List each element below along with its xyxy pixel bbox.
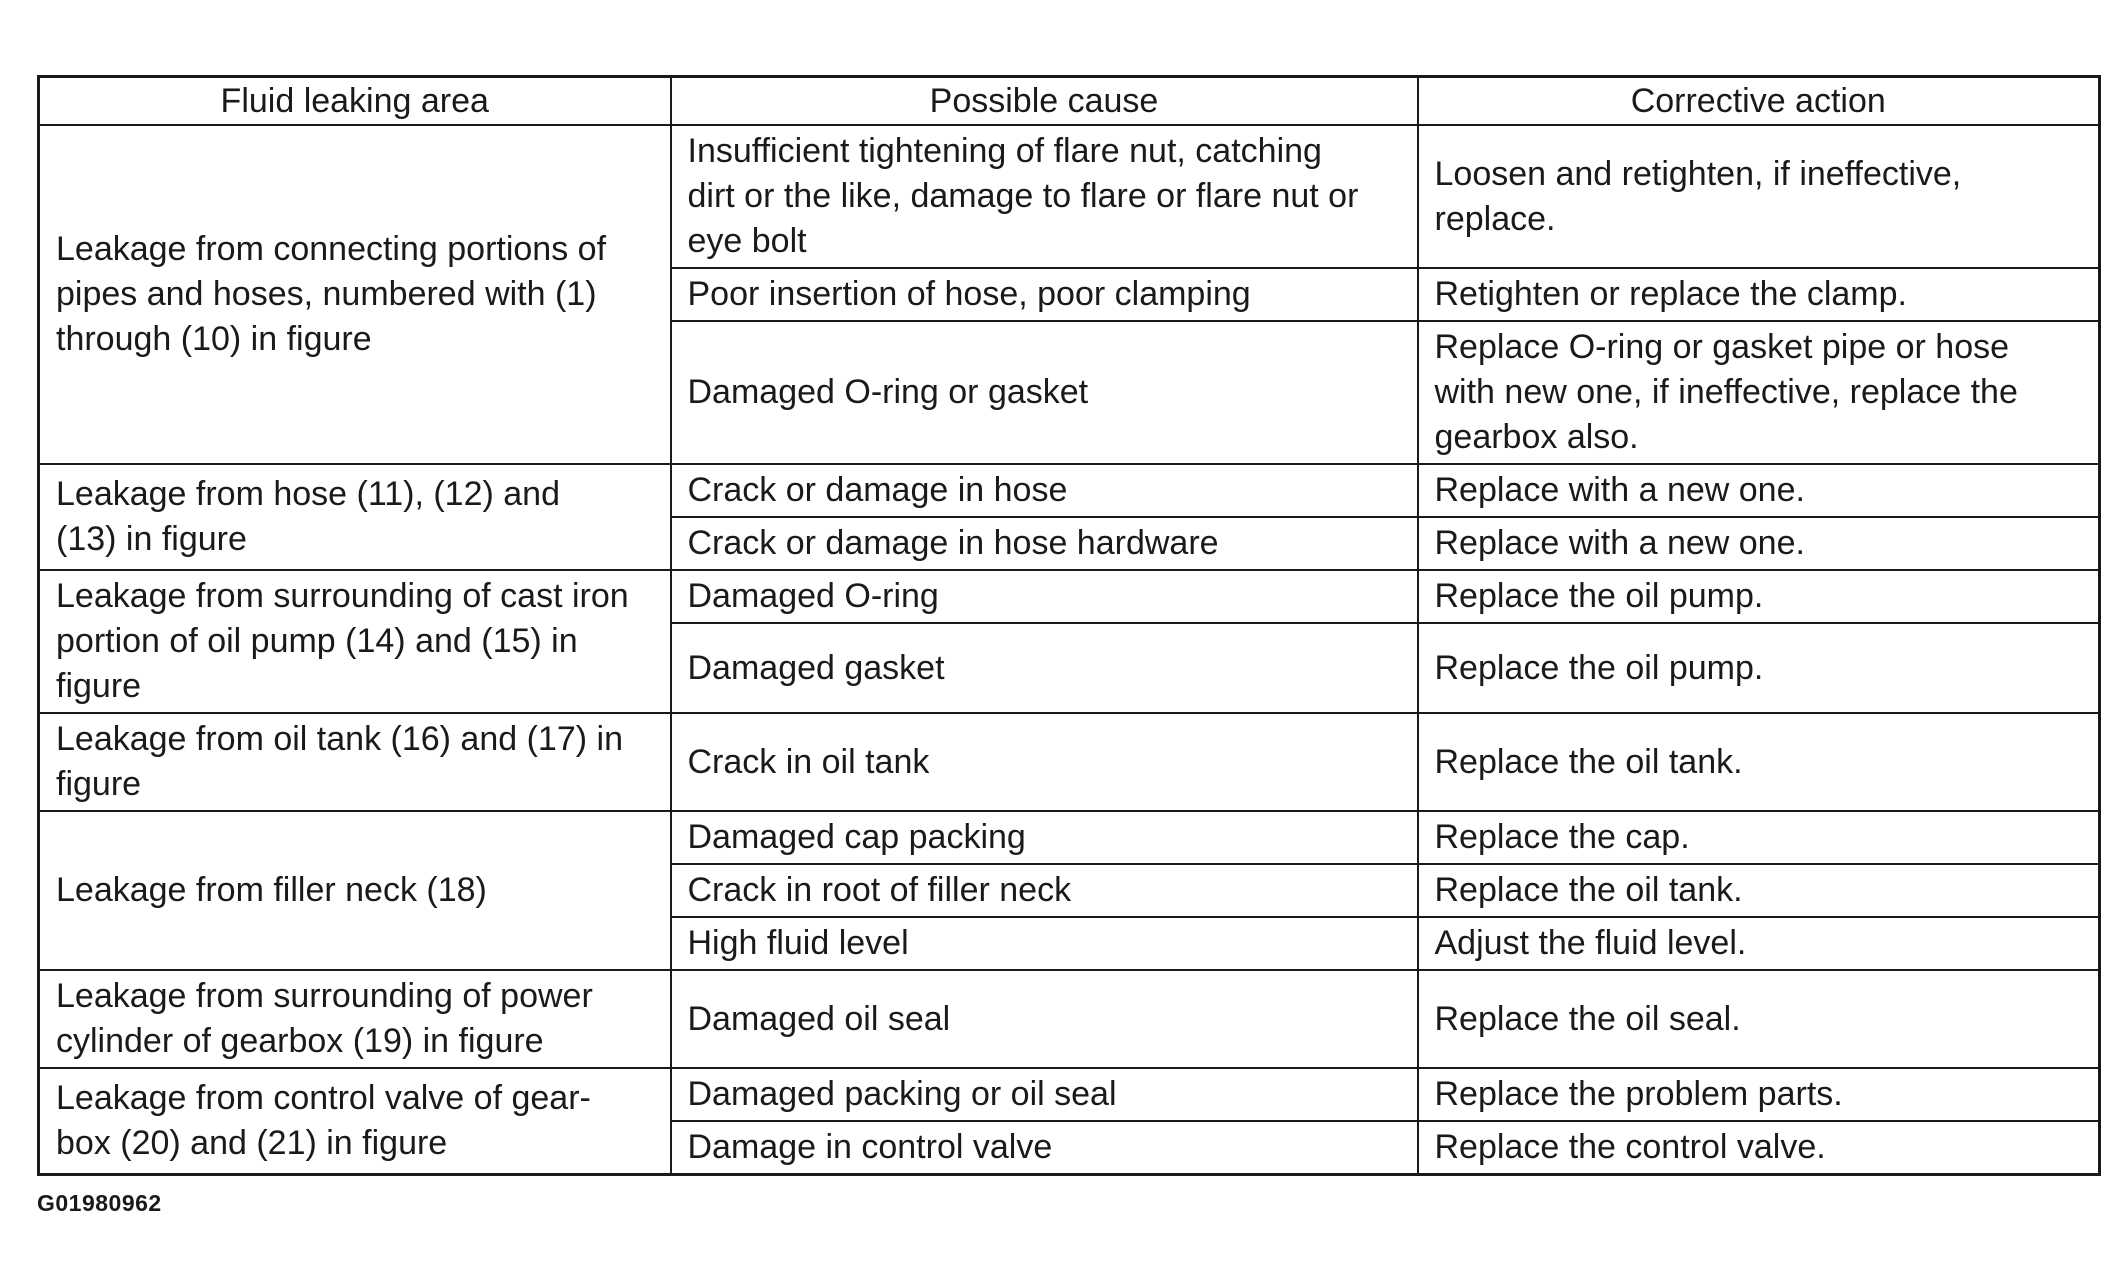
header-fluid-leaking-area: Fluid leaking area [39,77,671,126]
cause-cell: Insufficient tightening of flare nut, catching dirt or the like, damage to flare or flare nut or eye bolt [671,125,1418,268]
leak-area-cell: Leakage from filler neck (18) [39,811,671,970]
leak-area-cell: Leakage from connecting portions of pipes and hoses, numbered with (1) through (10) in figure [39,125,671,464]
action-cell: Loosen and retighten, if ineffective, replace. [1418,125,2100,268]
troubleshooting-table [37,75,2101,1176]
action-cell: Replace the oil tank. [1418,864,2100,917]
leak-area-cell: Leakage from surrounding of cast iron portion of oil pump (14) and (15) in figure [39,570,671,713]
action-cell: Replace with a new one. [1418,517,2100,570]
action-cell: Replace the oil pump. [1418,623,2100,713]
figure-code: G01980962 [37,1190,162,1216]
header-possible-cause: Possible cause [671,77,1418,126]
cause-cell: Damaged gasket [671,623,1418,713]
table-row [39,570,2100,623]
action-cell: Replace O-ring or gasket pipe or hose with new one, if ineffective, replace the gearbox also. [1418,321,2100,464]
leak-area-cell: Leakage from control valve of gear- box (20) and (21) in figure [39,1068,671,1175]
cause-cell: Damaged oil seal [671,970,1418,1068]
action-cell: Replace the cap. [1418,811,2100,864]
table-row [39,125,2100,268]
cause-cell: Crack or damage in hose hardware [671,517,1418,570]
table-header [39,77,2100,126]
action-cell: Replace the control valve. [1418,1121,2100,1175]
table-row [39,713,2100,811]
table-row [39,464,2100,517]
cause-cell: High fluid level [671,917,1418,970]
cause-cell: Crack in root of filler neck [671,864,1418,917]
header-row [39,77,2100,126]
table-row [39,811,2100,864]
action-cell: Replace the problem parts. [1418,1068,2100,1121]
cause-cell: Damaged O-ring or gasket [671,321,1418,464]
action-cell: Retighten or replace the clamp. [1418,268,2100,321]
cause-cell: Damaged O-ring [671,570,1418,623]
action-cell: Replace the oil pump. [1418,570,2100,623]
action-cell: Replace the oil seal. [1418,970,2100,1068]
table-body [39,125,2100,1175]
cause-cell: Crack or damage in hose [671,464,1418,517]
header-corrective-action: Corrective action [1418,77,2100,126]
leak-area-cell: Leakage from surrounding of power cylinder of gearbox (19) in figure [39,970,671,1068]
cause-cell: Damage in control valve [671,1121,1418,1175]
leak-area-cell: Leakage from hose (11), (12) and (13) in figure [39,464,671,570]
cause-cell: Damaged cap packing [671,811,1418,864]
table-row [39,1068,2100,1121]
action-cell: Replace with a new one. [1418,464,2100,517]
cause-cell: Poor insertion of hose, poor clamping [671,268,1418,321]
action-cell: Replace the oil tank. [1418,713,2100,811]
action-cell: Adjust the fluid level. [1418,917,2100,970]
table-row [39,970,2100,1068]
cause-cell: Crack in oil tank [671,713,1418,811]
leak-area-cell: Leakage from oil tank (16) and (17) in figure [39,713,671,811]
cause-cell: Damaged packing or oil seal [671,1068,1418,1121]
